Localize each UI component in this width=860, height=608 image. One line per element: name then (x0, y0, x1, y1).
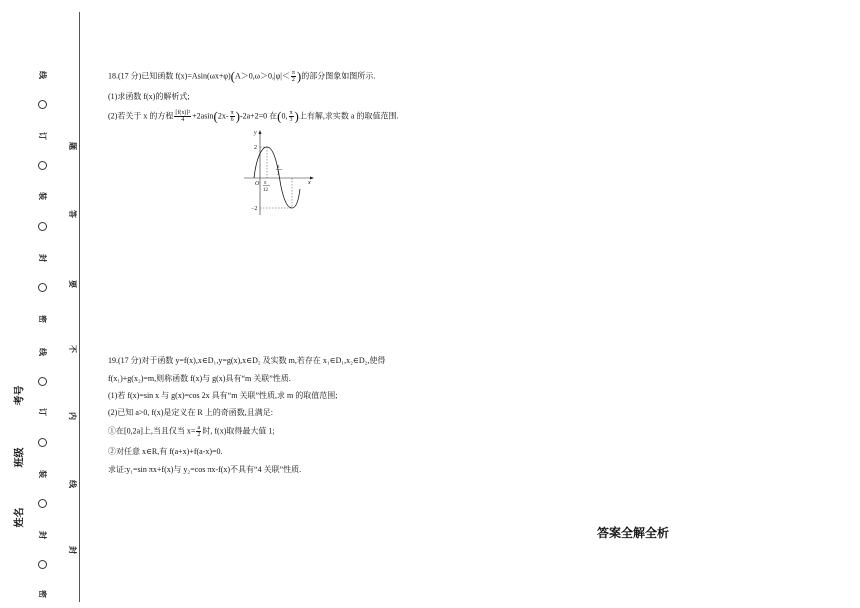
answer-heading: 答案全解全析 (597, 526, 670, 540)
binding-mark: 订 (38, 132, 47, 140)
class-label: 班级 (14, 447, 26, 468)
binding-mark: 订 (38, 408, 47, 416)
binding-hole (38, 161, 47, 170)
q18-graph-y-label: y (254, 130, 257, 136)
q18-graph-x-label: x (308, 180, 311, 186)
binding-mark: 装 (38, 470, 47, 478)
q18-stem: 18.(17 分)已知函数 f(x)=Asin(ωx+φ)(A＞0,ω＞0,|φ|＜ $\frac{\pi}{2}$ )的部分图象如图所示. (108, 68, 376, 84)
q19-condition2: ②对任意 x∈R,有 f(a+x)+f(a-x)=0. (108, 447, 223, 456)
q18-part2: (2)若关于 x 的方程 $\frac{\text{[f(x)]²}}{4}$ +2asin(2x- $\frac{\pi}{6}$ )-2a+2=0 在(0, $\frac{\pi}{3}$ )上有解,求实数 a 的取值范围. (108, 108, 399, 124)
binding-hole (38, 222, 47, 231)
binding-mark: 装 (38, 192, 47, 200)
q19-stem-line2: f(x₁)+g(x₂)=m,则称函数 f(x)与 g(x)具有“m 关联”性质. (108, 374, 291, 383)
q18-graph-ymax: 2 (254, 145, 257, 151)
binding-mark: 线 (38, 71, 47, 79)
binding-hole (38, 100, 47, 109)
name-label: 姓名 (14, 507, 26, 528)
student-id-label: 考号 (14, 385, 26, 406)
binding-line (79, 12, 80, 602)
inner-mark: 要 (68, 280, 77, 288)
binding-hole (38, 560, 47, 569)
binding-mark: 密 (38, 590, 47, 598)
inner-mark: 题 (68, 142, 77, 150)
binding-hole (38, 377, 47, 386)
binding-hole (38, 283, 47, 292)
q18-sine-curve (254, 147, 300, 208)
q18-sine-graph (240, 127, 320, 219)
q19-stem-line1: 19.(17 分)对于函数 y=f(x),x∈D₁,y=g(x),x∈D₂ 及实数 m,若存在 x₁∈D₁,x₂∈D₂,使得 (108, 356, 386, 365)
q18-graph-tick1-num: π (264, 181, 267, 186)
q19-proof: 求证:y₁=sin πx+f(x)与 y₂=cos πx-f(x)不具有“4 关联”性质. (108, 465, 302, 474)
q19-part2: (2)已知 a>0, f(x)是定义在 R 上的奇函数,且满足: (108, 408, 273, 417)
q18-graph-tick1-den: 12 (263, 188, 268, 193)
q18-graph-ymin: −2 (251, 206, 258, 212)
inner-mark: 线 (68, 480, 77, 488)
binding-mark: 封 (38, 531, 47, 539)
binding-mark: 密 (38, 315, 47, 323)
q18-part1: (1)求函数 f(x)的解析式; (108, 92, 190, 101)
inner-mark: 封 (68, 546, 77, 554)
binding-mark: 封 (38, 254, 47, 262)
q19-part1: (1)若 f(x)=sin x 与 g(x)=cos 2x 具有“m 关联”性质,求 m 的取值范围; (108, 391, 338, 400)
q19-condition1: ①在[0,2a]上,当且仅当 x= $\frac{a}{2}$ 时, f(x)取得最大值 1; (108, 425, 275, 438)
inner-mark: 答 (68, 210, 77, 218)
q18-graph-tick2-num: π (277, 165, 280, 170)
binding-hole (38, 438, 47, 447)
binding-hole (38, 499, 47, 508)
q18-graph-tick2-den: 3 (277, 172, 280, 177)
binding-mark: 线 (38, 348, 47, 356)
inner-mark: 不 (68, 345, 77, 353)
inner-mark: 内 (68, 412, 77, 420)
q18-graph-origin: O (255, 181, 260, 187)
